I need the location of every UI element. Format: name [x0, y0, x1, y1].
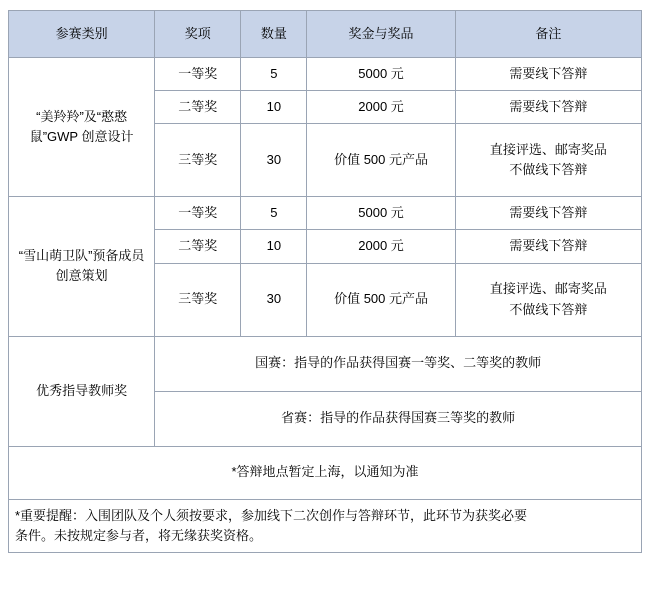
header-award: 奖项 [155, 11, 241, 58]
category-cell-1: “美羚羚”及“憨憨鼠”GWP 创意设计 [9, 58, 155, 197]
teacher-award-line-provincial: 省赛：指导的作品获得国赛三等奖的教师 [155, 391, 642, 446]
note-line-1: 直接评选、邮寄奖品 [489, 281, 607, 297]
quantity-cell: 5 [241, 58, 307, 91]
header-row [9, 11, 642, 58]
prize-cell: 2000 元 [307, 91, 455, 124]
award-cell: 一等奖 [155, 197, 241, 230]
table-row [9, 58, 642, 91]
table-body [9, 58, 642, 553]
teacher-award-label: 优秀指导教师奖 [9, 336, 155, 446]
teacher-award-line-national: 国赛：指导的作品获得国赛一等奖、二等奖的教师 [155, 336, 642, 391]
award-cell: 三等奖 [155, 124, 241, 197]
quantity-cell: 30 [241, 263, 307, 336]
table-row [9, 197, 642, 230]
header-prize: 奖金与奖品 [307, 11, 455, 58]
header-category: 参赛类别 [9, 11, 155, 58]
note-line-1: 直接评选、邮寄奖品 [489, 142, 607, 158]
note-cell [455, 263, 641, 336]
award-cell: 三等奖 [155, 263, 241, 336]
header-note: 备注 [455, 11, 641, 58]
quantity-cell: 10 [241, 91, 307, 124]
prize-cell: 2000 元 [307, 230, 455, 263]
note-line-2: 不做线下答辩 [509, 301, 588, 317]
note-cell [455, 124, 641, 197]
note-line-2: 不做线下答辩 [509, 162, 588, 178]
note-cell: 需要线下答辩 [455, 58, 641, 91]
award-cell: 二等奖 [155, 91, 241, 124]
note-cell: 需要线下答辩 [455, 197, 641, 230]
award-cell: 二等奖 [155, 230, 241, 263]
note-cell: 需要线下答辩 [455, 91, 641, 124]
award-table [8, 10, 642, 553]
table-row [9, 446, 642, 499]
prize-cell: 5000 元 [307, 58, 455, 91]
footnote-venue: *答辩地点暂定上海，以通知为准 [9, 446, 642, 499]
table-header [9, 11, 642, 58]
table-row [9, 499, 642, 552]
prize-cell: 价值 500 元产品 [307, 263, 455, 336]
table-row [9, 336, 642, 391]
footnote-important-line-1: *重要提醒：入围团队及个人须按要求，参加线下二次创作与答辩环节，此环节为获奖必要 [15, 507, 528, 523]
quantity-cell: 5 [241, 197, 307, 230]
quantity-cell: 10 [241, 230, 307, 263]
footnote-important-line-2: 条件。未按规定参与者，将无缘获奖资格。 [15, 527, 263, 543]
note-cell: 需要线下答辩 [455, 230, 641, 263]
quantity-cell: 30 [241, 124, 307, 197]
category-cell-2: “雪山萌卫队”预备成员创意策划 [9, 197, 155, 336]
award-cell: 一等奖 [155, 58, 241, 91]
prize-cell: 5000 元 [307, 197, 455, 230]
footnote-important [9, 499, 642, 552]
header-quantity: 数量 [241, 11, 307, 58]
prize-cell: 价值 500 元产品 [307, 124, 455, 197]
